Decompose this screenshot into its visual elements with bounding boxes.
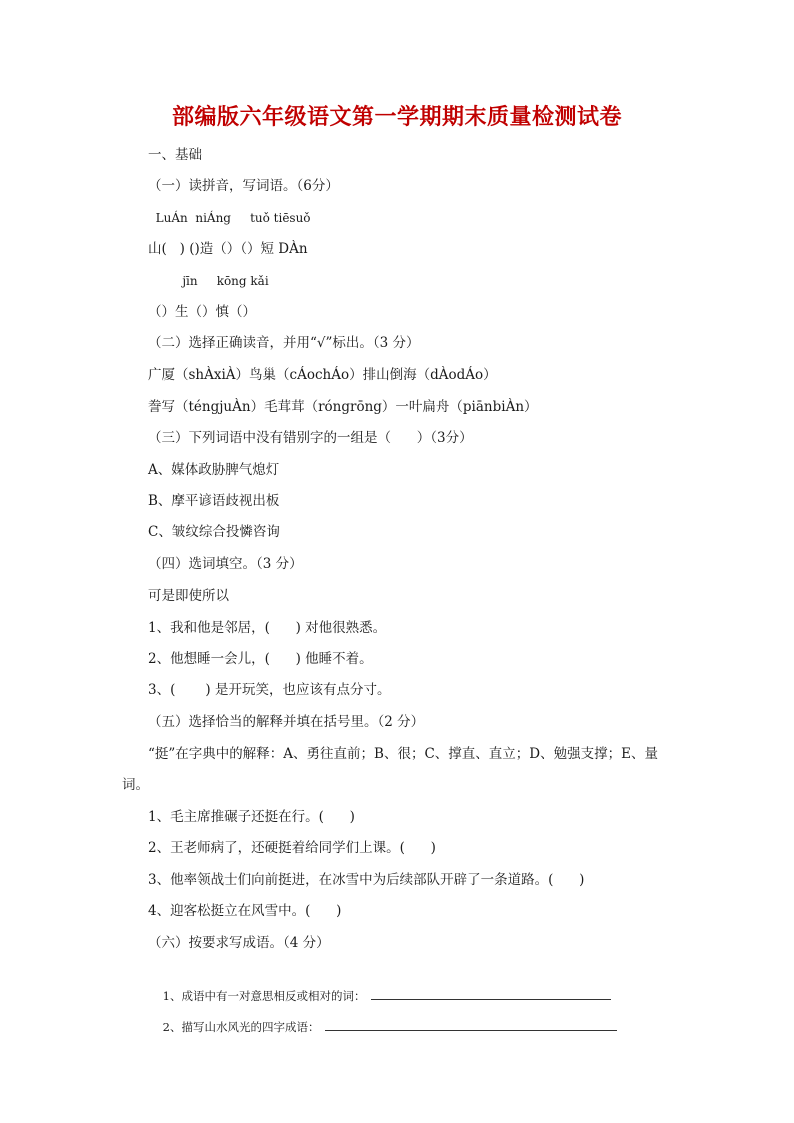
reading-options-1: 广厦（shÀxiÀ）鸟巢（cÁochÁo）排山倒海（dÀodÁo） [148,367,497,383]
meaning-item-1: 1、毛主席推碾子还挺在行。( ) [148,809,355,825]
page-title: 部编版六年级语文第一学期期末质量检测试卷 [171,105,622,130]
question-meaning-heading: （五）选择恰当的解释并填在括号里。（2 分） [148,714,425,730]
fill-item-1: 1、我和他是邻居，( ) 对他很熟悉。 [148,620,387,636]
typo-option-c: C、皱纹综合投憐咨询 [148,524,280,540]
idiom-item-2-label: 2、描写山水风光的四字成语： [162,1020,320,1034]
pinyin-line-1: LuÁn niÁng tuǒ tiēsuǒ [148,211,311,225]
question-pinyin-heading: （一）读拼音，写词语。（6分） [148,178,339,194]
word-blank-line-1: 山( ) ()造（）（）短 DÀn [148,241,308,257]
word-blank-line-2: （）生（）慎（） [148,304,256,320]
question-typo-heading: （三）下列词语中没有错别字的一组是（ ）（3分） [148,430,473,446]
meaning-item-3: 3、他率领战士们向前挺进，在冰雪中为后续部队开辟了一条道路。( ) [148,872,585,888]
idiom-answer-line-2[interactable] [325,1018,617,1031]
fill-item-2: 2、他想睡一会儿，( ) 他睡不着。 [148,651,373,667]
idiom-item-2 [148,997,617,1057]
reading-options-2: 誊写（téngjuÀn）毛茸茸（róngrōng）一叶扁舟（piānbiÀn） [148,399,538,415]
typo-option-b: B、摩平谚语歧视出板 [148,493,280,509]
question-fill-heading: （四）选词填空。（3 分） [148,556,303,572]
question-reading-heading: （二）选择正确读音，并用“√”标出。（3 分） [148,335,420,351]
fill-word-bank: 可是即使所以 [148,588,229,604]
fill-item-3: 3、( ) 是开玩笑，也应该有点分寸。 [148,682,391,698]
meaning-item-4: 4、迎客松挺立在风雪中。( ) [148,903,342,919]
meaning-definitions-cont: 词。 [122,777,149,793]
idiom-item-1-label: 1、成语中有一对意思相反或相对的词： [162,989,366,1003]
meaning-item-2: 2、王老师病了，还硬挺着给同学们上课。( ) [148,840,436,856]
question-idiom-heading: （六）按要求写成语。（4 分） [148,935,330,951]
pinyin-line-2: jīn kōng kǎi [148,274,269,288]
meaning-definitions: “挺”在字典中的解释：A、勇往直前；B、很；C、撑直、直立；D、勉强支撑；E、量 [148,746,658,762]
section-basics: 一、基础 [148,147,202,163]
typo-option-a: A、媒体政胁脾气熄灯 [148,462,280,478]
